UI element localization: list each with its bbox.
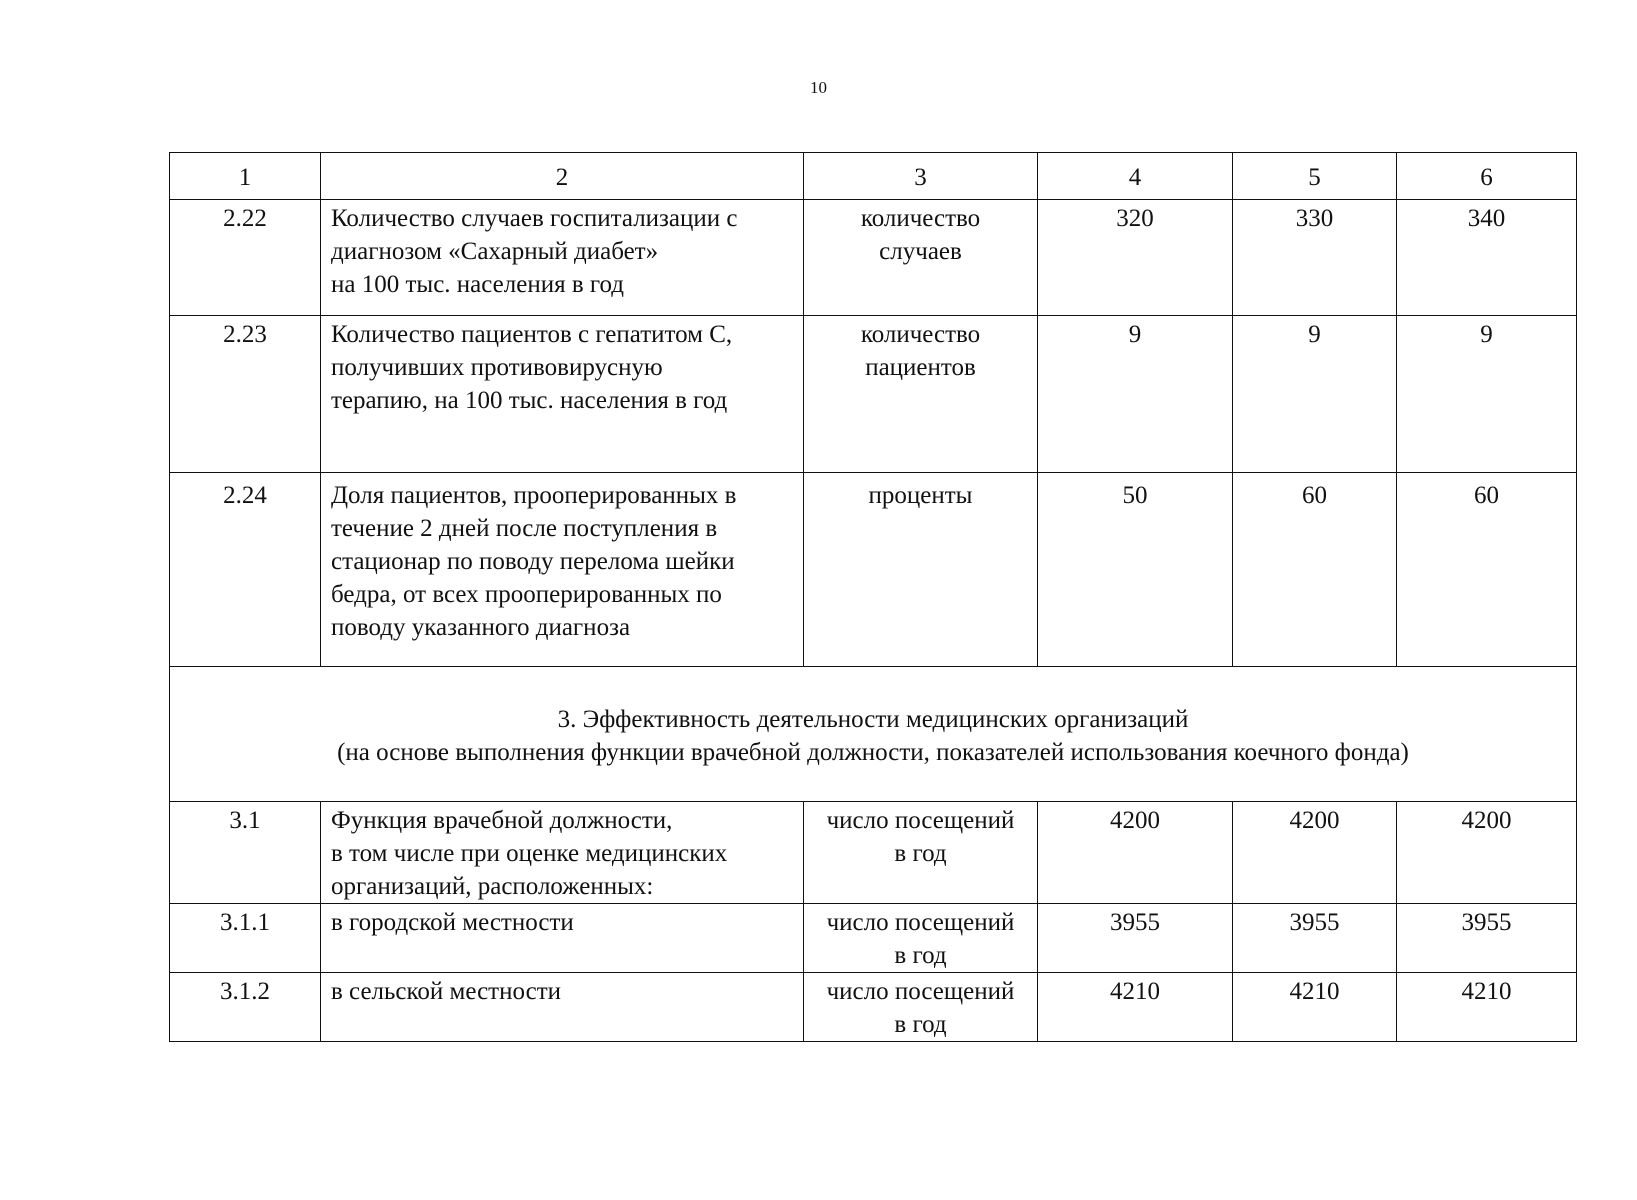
text-line: число посещений — [826, 978, 1015, 1005]
row-unit — [804, 316, 1038, 473]
header-cell: 5 — [1233, 153, 1397, 200]
row-indicator-name — [321, 200, 804, 316]
row-value-col5: 4200 — [1233, 802, 1397, 904]
table-row — [170, 973, 1577, 1042]
text-line: количество — [860, 321, 981, 348]
text-line: в городской местности — [331, 909, 574, 936]
row-indicator-name — [321, 316, 804, 473]
text-line: случаев — [879, 238, 962, 265]
row-indicator-name — [321, 802, 804, 904]
row-value-col6: 340 — [1397, 200, 1577, 316]
text-line: стационар по поводу перелома шейки — [331, 548, 735, 575]
section-heading — [170, 667, 1577, 802]
text-line: Количество пациентов с гепатитом С, — [331, 321, 733, 348]
header-cell: 2 — [321, 153, 804, 200]
text-line: число посещений — [826, 909, 1015, 936]
text-line: пациентов — [865, 354, 976, 381]
row-number: 2.24 — [170, 473, 321, 667]
row-value-col4: 4200 — [1038, 802, 1233, 904]
text-line: Функция врачебной должности, — [331, 807, 673, 834]
row-value-col4: 320 — [1038, 200, 1233, 316]
table-row — [170, 473, 1577, 667]
text-line: поводу указанного диагноза — [331, 614, 631, 641]
text-line: в сельской местности — [331, 978, 561, 1005]
row-number: 2.23 — [170, 316, 321, 473]
table-row — [170, 200, 1577, 316]
indicators-table — [169, 152, 1577, 1042]
text-line: в год — [894, 840, 947, 867]
text-line: в том числе при оценке медицинских — [331, 840, 728, 867]
table-row — [170, 802, 1577, 904]
section-heading-row — [170, 667, 1577, 802]
text-line: количество — [860, 205, 981, 232]
header-cell: 6 — [1397, 153, 1577, 200]
text-line: в год — [894, 942, 947, 969]
table-row — [170, 316, 1577, 473]
text-line: бедра, от всех прооперированных по — [331, 581, 722, 608]
text-line: Доля пациентов, прооперированных в — [331, 482, 737, 509]
row-value-col5: 60 — [1233, 473, 1397, 667]
row-number: 3.1.1 — [170, 904, 321, 973]
row-unit — [804, 473, 1038, 667]
row-value-col5: 9 — [1233, 316, 1397, 473]
text-line: число посещений — [826, 807, 1015, 834]
text-line: Количество случаев госпитализации с — [331, 205, 738, 232]
row-value-col4: 9 — [1038, 316, 1233, 473]
text-line: получивших противовирусную — [331, 354, 663, 381]
text-line: на 100 тыс. населения в год — [331, 271, 625, 298]
page-number: 10 — [810, 78, 827, 97]
row-value-col6: 9 — [1397, 316, 1577, 473]
text-line: в год — [894, 1011, 947, 1038]
row-unit — [804, 802, 1038, 904]
text-line: течение 2 дней после поступления в — [331, 515, 718, 542]
row-indicator-name — [321, 973, 804, 1042]
row-indicator-name — [321, 904, 804, 973]
table-row — [170, 904, 1577, 973]
header-cell: 4 — [1038, 153, 1233, 200]
row-value-col6: 4210 — [1397, 973, 1577, 1042]
row-value-col4: 3955 — [1038, 904, 1233, 973]
text-line: диагнозом «Сахарный диабет» — [331, 238, 659, 265]
row-value-col5: 330 — [1233, 200, 1397, 316]
text-line: организаций, расположенных: — [331, 873, 654, 900]
text-line: терапию, на 100 тыс. населения в год — [331, 387, 728, 414]
row-unit — [804, 200, 1038, 316]
row-unit — [804, 973, 1038, 1042]
header-cell: 1 — [170, 153, 321, 200]
table-header-row — [170, 153, 1577, 200]
row-unit — [804, 904, 1038, 973]
row-number: 2.22 — [170, 200, 321, 316]
row-value-col6: 4200 — [1397, 802, 1577, 904]
row-value-col5: 3955 — [1233, 904, 1397, 973]
row-indicator-name — [321, 473, 804, 667]
text-line: проценты — [868, 482, 973, 509]
row-value-col4: 50 — [1038, 473, 1233, 667]
row-value-col4: 4210 — [1038, 973, 1233, 1042]
section-title: 3. Эффективность деятельности медицинских организаций — [557, 706, 1189, 733]
row-value-col6: 60 — [1397, 473, 1577, 667]
row-number: 3.1.2 — [170, 973, 321, 1042]
row-value-col6: 3955 — [1397, 904, 1577, 973]
section-subtitle: (на основе выполнения функции врачебной должности, показателей использования коечного фонда) — [337, 739, 1409, 766]
row-value-col5: 4210 — [1233, 973, 1397, 1042]
header-cell: 3 — [804, 153, 1038, 200]
row-number: 3.1 — [170, 802, 321, 904]
